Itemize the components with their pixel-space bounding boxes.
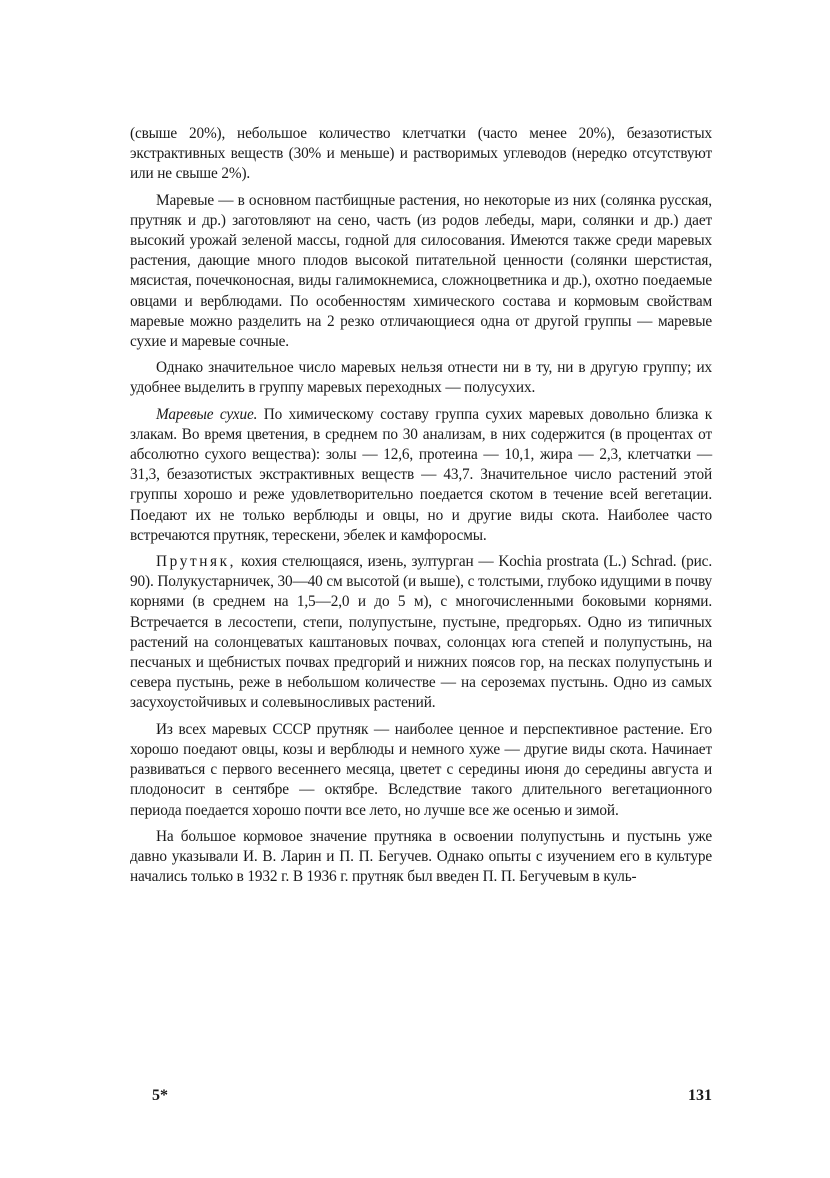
paragraph-marevye-intro: Маревые — в основном пастбищные растения, но некоторые из них (солянка русская, прутняк и др.) заготовляют на сено, часть (из родов лебеды, мари, солянки и др.) дает высокий урожай зеленой массы, годной для силосования. Имеются также среди маревых растения, дающие много плодов высокой питательной ценности (солянки шерстистая, мясистая, почечконосная, виды галимокнемиса, сложноцветника и др.), охотно поедаемые овцами и верблюдами. По особенностям химического состава и кормовым свойствам маревые можно разделить на 2 резко отличающиеся одна от другой группы — маревые сухие и маревые сочные. [130,191,712,351]
signature-mark: 5* [152,1087,168,1104]
paragraph-dry-marevye-text: По химическому составу группа сухих маревых довольно близка к злакам. Во время цветения, в среднем по 30 анализам, в них содержится (в процентах от абсолютно сухого вещества): золы — 12,6, протеина — 10,1, жира — 2,3, клетчатки — 31,3, безазотистых экстрактивных веществ — 43,7. Значительное число растений этой группы хорошо и реже удовлетворительно поедается скотом в течение всей вегетации. Поедают их не только верблюды и овцы, но и другие виды скота. Наиболее часто встречаются прутняк, терескени, эбелек и камфоросмы. [130,405,712,544]
paragraph-prutnyak [130,552,712,714]
paragraph-prutnyak-text: кохия стелющаяся, изень, зултурган — Kochia prostrata (L.) Schrad. (рис. 90). Полукустарничек, 30—40 см высотой (и выше), с толстыми, глубоко идущими в почву корнями (в среднем на 1,5—2,0 и до 5 м), с многочисленными боковыми корнями. Встречается в лесостепи, степи, полупустыне, пустыне, предгорьях. Одно из типичных растений на солонцеватых каштановых почвах, солонцах юга степей и полупустынь, на песчаных и щебнистых почвах предгорий и нижних поясов гор, на песках полупустынь и севера пустынь, реже в небольшом количестве — на сероземах пустынь. Одно из самых засухоустойчивых и солевыносливых растений. [130,553,712,712]
paragraph-prutnyak-value: Из всех маревых СССР прутняк — наиболее ценное и перспективное растение. Его хорошо поедают овцы, козы и верблюды и немного хуже — другие виды скота. Начинает развиваться с первого весеннего месяца, цветет с середины июня до середины августа и плодоносит в сентябре — октябре. Вследствие такого длительного вегетационного периода поедается хорошо почти все лето, но лучше все же осенью и зимой. [130,720,712,819]
paragraph-prutnyak-history: На большое кормовое значение прутняка в освоении полупустынь и пустынь уже давно указывали И. В. Ларин и П. П. Бегучев. Однако опыты с изучением его в культуре начались только в 1932 г. В 1936 г. прутняк был введен П. П. Бегучевым в куль- [130,827,712,886]
paragraph-dry-marevye [130,405,712,546]
body-text [130,124,712,893]
paragraph-continuation: (свыше 20%), небольшое количество клетчатки (часто менее 20%), безазотистых экстрактивных веществ (30% и меньше) и растворимых углеводов (нередко отсутствуют или не свыше 2%). [130,125,712,183]
heading-prutnyak: Прутняк, [156,553,237,571]
page-number: 131 [688,1087,712,1104]
heading-dry-marevye: Маревые сухие. [156,405,258,423]
paragraph-transitional: Однако значительное число маревых нельзя отнести ни в ту, ни в другую группу; их удобнее выделить в группу маревых переходных — полусухих. [130,359,712,397]
